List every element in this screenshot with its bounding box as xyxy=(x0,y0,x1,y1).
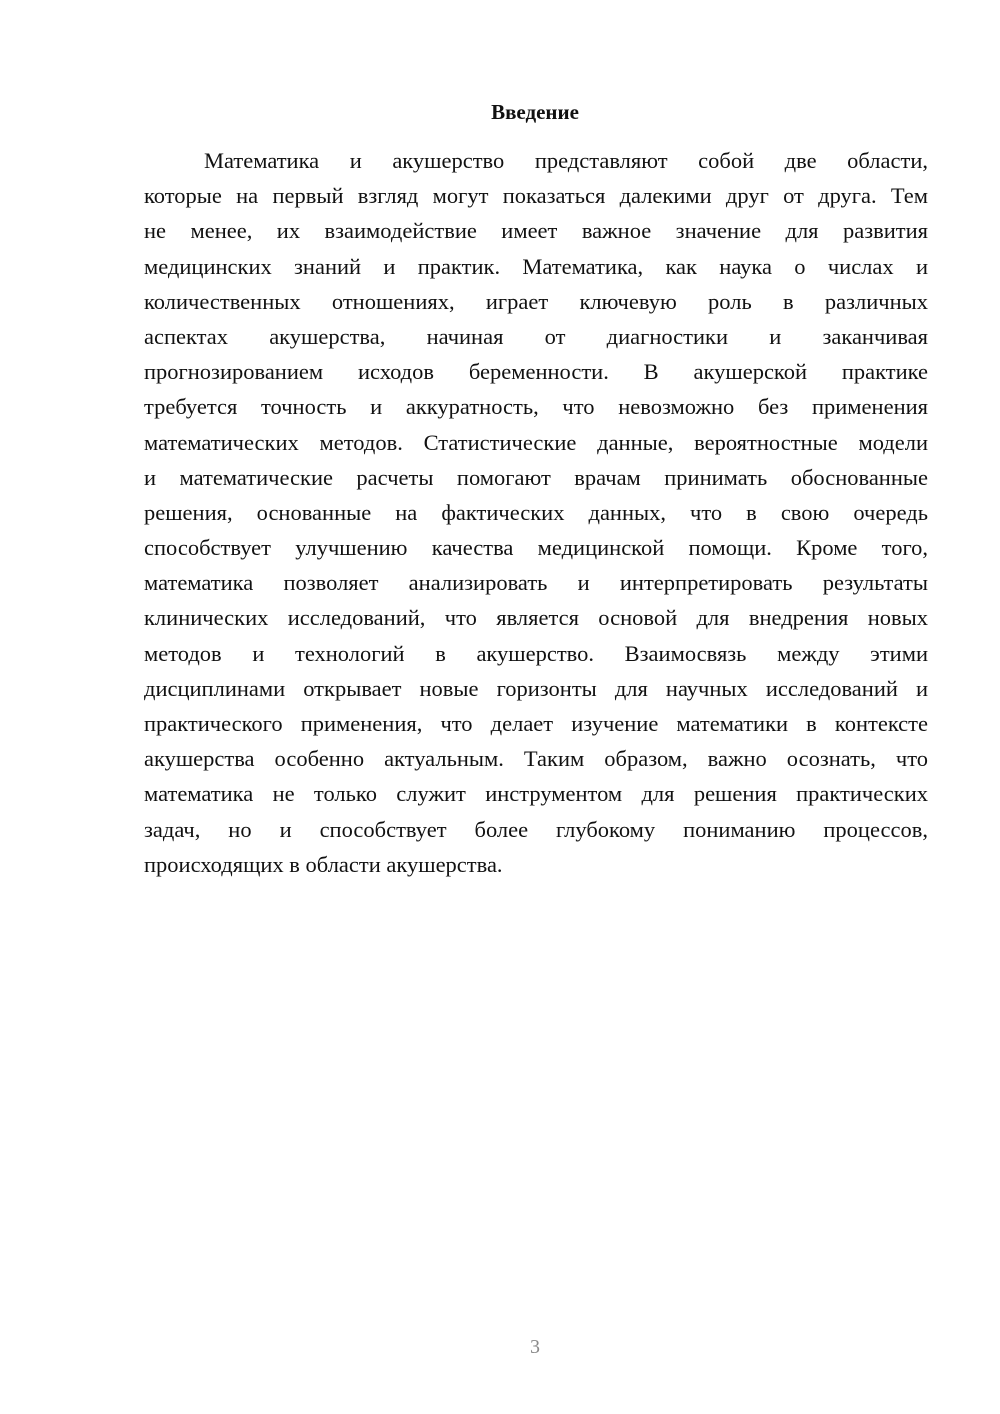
paragraph-line: клинических исследований, что является основой для внедрения новых xyxy=(144,605,928,631)
paragraph-line: математика позволяет анализировать и интерпретировать результаты xyxy=(144,570,928,596)
paragraph-line: медицинских знаний и практик. Математика, как наука о числах и xyxy=(144,253,928,279)
paragraph-line: аспектах акушерства, начиная от диагностики и заканчивая xyxy=(144,323,928,349)
paragraph-line: решения, основанные на фактических данных, что в свою очередь xyxy=(144,499,928,525)
section-title: Введение xyxy=(491,100,579,124)
paragraph-line: не менее, их взаимодействие имеет важное значение для развития xyxy=(144,218,928,244)
paragraph-line: методов и технологий в акушерство. Взаимосвязь между этими xyxy=(144,640,928,666)
page-number: 3 xyxy=(530,1336,540,1358)
paragraph-line: требуется точность и аккуратность, что невозможно без применения xyxy=(144,394,928,420)
paragraph-line: которые на первый взгляд могут показаться далекими друг от друга. Тем xyxy=(144,183,928,209)
paragraph-line: способствует улучшению качества медицинской помощи. Кроме того, xyxy=(144,535,928,561)
paragraph-line: дисциплинами открывает новые горизонты для научных исследований и xyxy=(144,675,928,701)
paragraph-line: и математические расчеты помогают врачам принимать обоснованные xyxy=(144,464,928,490)
paragraph-line: прогнозированием исходов беременности. В акушерской практике xyxy=(144,359,928,385)
paragraph-line: задач, но и способствует более глубокому пониманию процессов, xyxy=(144,816,928,842)
paragraph-line: акушерства особенно актуальным. Таким образом, важно осознать, что xyxy=(144,746,928,772)
body-paragraph xyxy=(144,143,928,882)
paragraph-line: происходящих в области акушерства. xyxy=(144,851,503,877)
paragraph-line: практического применения, что делает изучение математики в контексте xyxy=(144,711,928,736)
paragraph-line: Математика и акушерство представляют собой две области, xyxy=(204,148,928,173)
paragraph-line: количественных отношениях, играет ключевую роль в различных xyxy=(144,288,928,314)
paragraph-line: математика не только служит инструментом для решения практических xyxy=(144,781,928,807)
paragraph-line: математических методов. Статистические данные, вероятностные модели xyxy=(144,429,928,455)
